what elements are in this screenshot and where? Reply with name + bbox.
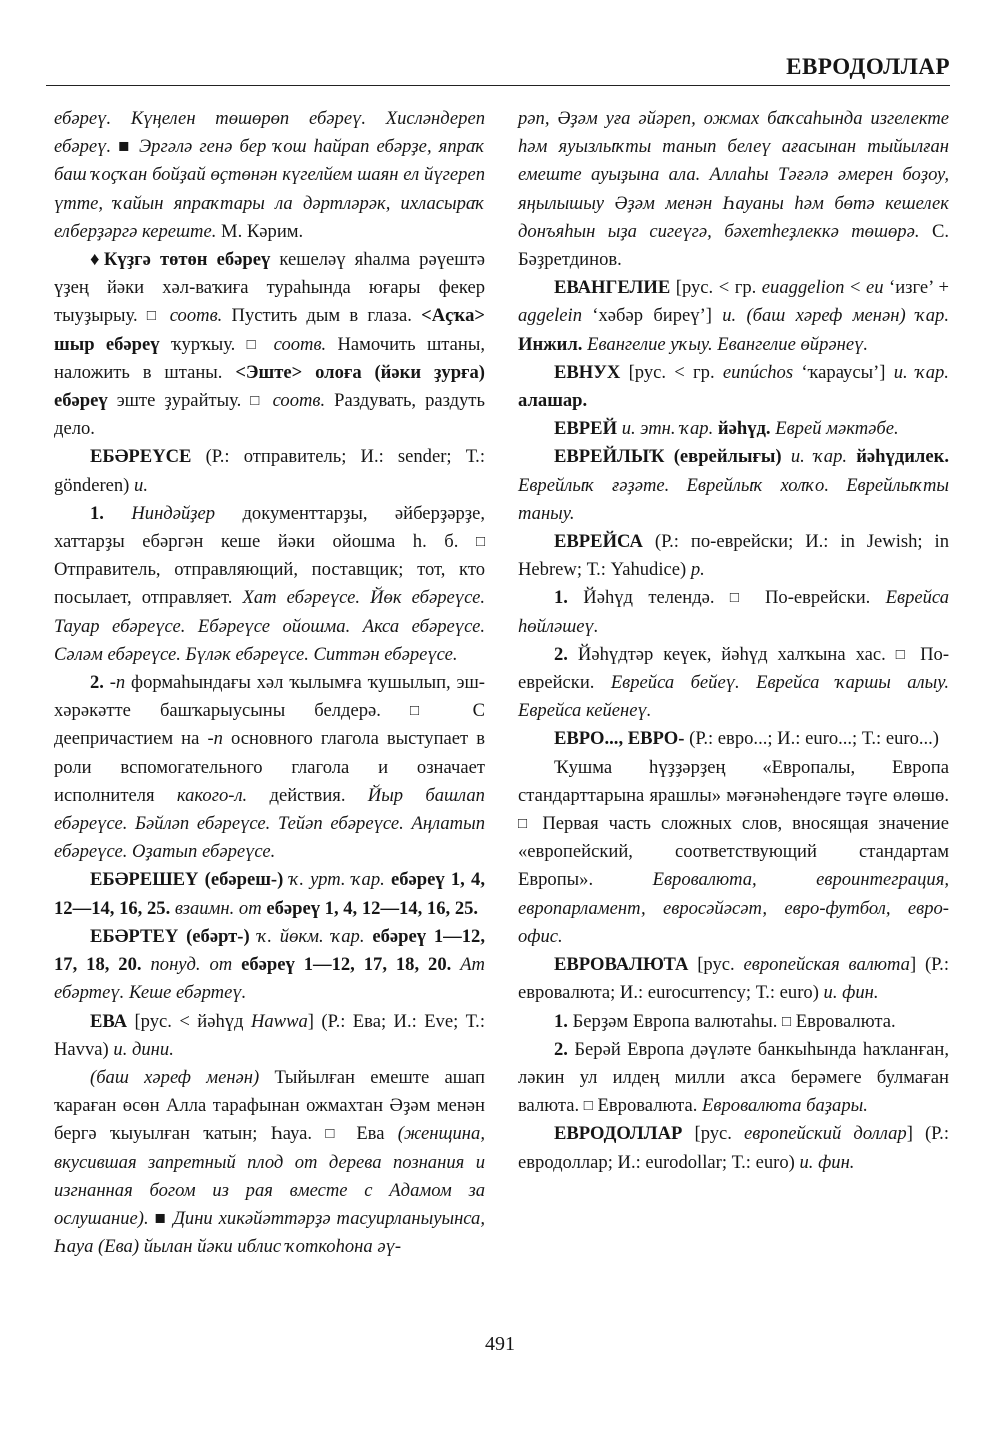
usage-note: (баш хәреф менән) — [90, 1066, 260, 1088]
headword: ЕБӘРЕШЕҮ (ебәреш-) — [90, 869, 284, 891]
part-of-speech: и. этн. ҡар. — [621, 418, 714, 440]
left-column — [54, 105, 485, 1261]
translation-italic: (женщина, вкусившая запретный плод от дерева познания и изгнанная богом из рая вместе с Адамом за ослушание). — [54, 1123, 485, 1229]
etymology: ‘изге’ + — [889, 277, 949, 299]
part-of-speech: и. ҡар. — [893, 361, 949, 383]
cross-reference: Инжил. — [518, 333, 583, 355]
entry-evangelie — [518, 274, 949, 359]
etymology: [рус. < гр. — [675, 277, 757, 299]
sense-1 — [518, 584, 949, 640]
cross-reference: ебәреү 1—12, 17, 18, 20. — [241, 954, 452, 976]
sense-number: 1. — [554, 1010, 568, 1032]
sense-2 — [518, 1036, 949, 1121]
suffix-marker: -п — [207, 728, 223, 750]
entry-eva-definition — [54, 1064, 485, 1261]
part-of-speech: и. — [722, 305, 737, 327]
example-text: Йыр башлап ебәреүсе. Бәйләп ебәреүсе. Тейәп ебәреүсе. Аңлатып ебәреүсе. Оҙатып ебәреүсе. — [54, 784, 485, 863]
part-of-speech: р. — [690, 559, 705, 581]
entry-evreysa — [518, 528, 949, 584]
example-text: Евровалюта баҙары. — [702, 1095, 868, 1117]
etymology-source: euaggelion — [761, 277, 845, 299]
example-text: ебәреү. Күңелен төшөрөп ебәреү. Хисләндереп ебәреү. — [54, 108, 485, 158]
idiom-definition: эште ҙурайтыу. — [116, 390, 242, 412]
headword: ЕВРОВАЛЮТА — [554, 954, 689, 976]
etymology: ] (Р.: евровалюта; И.: eurocurrency; Т.: euro) — [518, 954, 949, 1004]
entry-evro-prefix — [518, 725, 949, 753]
etymology-source: европейская валюта — [743, 954, 910, 976]
translation: С деепричастием на — [54, 700, 486, 750]
part-of-speech: и. фин. — [823, 982, 879, 1004]
entry-ebaresheu — [54, 866, 485, 922]
definition: Берәй Европа дәүләте банкыһында һаҡланған, ләкин ул илдең милли аҡса берәмеге булмаған валюта. — [518, 1038, 949, 1117]
usage-tag: понуд. от — [150, 954, 233, 976]
etymology: [рус. < йәһүд — [134, 1010, 244, 1032]
running-head: ЕВРОДОЛЛАР — [786, 54, 950, 79]
example-text: Эргәлә генә бер ҡош һайрап ебәрҙе, япраҡ баш ҡоҫҡан бойҙай өҫтөнән күгелйем шаян ел йүгереп үтте, ҡайын япраҡтары ла дәртләрәк, ихласыраҡ елберҙәргә кереште. — [54, 136, 486, 242]
box-marker: □ — [729, 590, 750, 607]
translation: Евровалюта. — [597, 1095, 698, 1117]
usage-note: (баш хәреф менән) ҡар. — [746, 305, 949, 327]
entry-continuation — [518, 105, 949, 274]
headword: ЕБӘРЕҮСЕ — [90, 446, 192, 468]
usage-tag: соотв. — [272, 390, 326, 412]
headword: ЕВРЕЙЛЫҠ (еврейлығы) — [554, 446, 782, 468]
idiom-definition: ҡурҡыу. — [170, 333, 236, 355]
example-text: рәп, Әҙәм уға әйәреп, ожмах баҡсаһында изгелекте һәм яуызлыҡты танып белеү ағасынан тыйылған емеште ауыҙына ала. Аллаһы Тәғәлә әмерен боҙоу, яңылышыу Әҙәм менән Һауаны һәм бөтә кешелек донъяһын ыҙа сигеүгә, бәхетһеҙлеккә төшөрә. — [518, 108, 949, 242]
box-marker: □ — [782, 1013, 792, 1030]
entry-evrodollar — [518, 1120, 949, 1176]
part-of-speech: ҡ. йөкм. ҡар. — [257, 925, 365, 947]
idiom-phrase: Күҙгә төтөн ебәреү — [103, 249, 271, 271]
sense-number: 2. — [90, 672, 104, 694]
box-marker: □ — [895, 646, 911, 663]
example-source: М. Кәрим. — [221, 220, 304, 242]
example-text: Еврей мәктәбе. — [775, 418, 899, 440]
headword: ЕВРОДОЛЛАР — [554, 1123, 683, 1145]
example-text: Еврейса бейеү. Еврейса ҡаршы алыу. Еврейса кейенеү. — [518, 672, 949, 722]
box-marker: □ — [325, 1126, 344, 1143]
square-marker: ■ — [154, 1207, 168, 1229]
usage-tag: соотв. — [273, 333, 327, 355]
translation-italic: какого-л. — [176, 784, 248, 806]
definition: Тыйылған емеште ашап ҡараған өсөн Алла тарафынан ожмахтан Әҙәм менән бергә ҡыуылған ҡатын; Һауа. — [54, 1066, 485, 1145]
sense-2 — [518, 641, 949, 726]
idiom-definition: кешеләү яһалма рәүештә үҙең йәки хәл-ваҡиға тураһында юғары фекер тыуҙырыу. — [54, 249, 485, 327]
etymology: ‘хәбәр биреү’] — [592, 305, 712, 327]
sense-number: 1. — [554, 587, 568, 609]
square-marker: ■ — [118, 136, 132, 158]
usage-tag: взаимн. от — [174, 897, 262, 919]
etymology-source: европейский доллар — [744, 1123, 907, 1145]
entry-evrey — [518, 415, 949, 443]
cross-reference: ебәреү 1, 4, 12—14, 16, 25. — [266, 897, 479, 919]
etymology: ‘ҡараусы’] — [801, 361, 886, 383]
box-marker: □ — [246, 336, 263, 353]
headword: ЕВНУХ — [554, 361, 621, 383]
translation: Пустить дым в глаза. — [231, 305, 412, 327]
entry-evro-definition — [518, 754, 949, 951]
diamond-marker: ♦ — [90, 249, 104, 271]
sense-number: 2. — [554, 643, 568, 665]
entry-ebareuse — [54, 443, 485, 499]
example-text: Дини хикәйәттәрҙә тасуирланыуынса, Һауа (Ева) йылан йәки иблис ҡоткоһона әү- — [54, 1207, 486, 1258]
cross-reference: йәһүд. — [717, 418, 771, 440]
equivalents: (Р.: евро...; И.: euro...; Т.: euro...) — [689, 728, 940, 750]
example-text: Еврейлыҡ ғәҙәте. Еврейлыҡ холҡо. Еврейлыҡты таныу. — [518, 474, 949, 524]
translation: действия. — [269, 784, 346, 806]
headword: ЕВА — [90, 1010, 128, 1032]
translation: По-еврейски. — [518, 643, 950, 694]
page-number: 491 — [485, 1333, 515, 1355]
etymology-source: eu — [865, 277, 884, 299]
definition: Берҙәм Европа валютаһы. — [572, 1010, 778, 1032]
headword: ЕВАНГЕЛИЕ — [554, 277, 671, 299]
example-source: С. Бәҙретдинов. — [518, 220, 950, 271]
definition: Ҡушма һүҙҙәрҙең «Европалы, Европа стандарттарына ярашлы» мәғәнәһендәге тәүге өлөшө. — [518, 756, 949, 806]
part-of-speech: и. — [134, 474, 148, 496]
example-text: Евровалюта, евроинтеграция, европарламент, евросәйәсәт, евро-футбол, евро-офис. — [518, 869, 949, 947]
box-marker: □ — [410, 703, 444, 720]
translation: Ева — [356, 1123, 385, 1145]
equivalents: (Р.: по-еврейски; И.: in Jewish; in Hebrew; Т.: Yahudice) — [518, 531, 949, 581]
part-of-speech: и. фин. — [799, 1151, 855, 1173]
example-text: Ат ебәртеү. Кеше ебәртеү. — [54, 954, 485, 1004]
cross-reference: ебәреү 1—12, 17, 18, 20. — [54, 925, 485, 976]
etymology: ] (Р.: Ева; И.: Eve; Т.: Havva) — [54, 1010, 485, 1060]
etymology: [рус. — [694, 1123, 732, 1145]
headword: ЕВРЕЙ — [554, 418, 618, 440]
sense-1 — [54, 500, 485, 669]
page-header — [46, 46, 950, 86]
box-marker: □ — [583, 1098, 593, 1115]
equivalents: (Р.: отправитель; И.: sender; Т.: gönderen) — [54, 446, 486, 496]
idiom-block — [54, 246, 485, 443]
sense-1 — [518, 1008, 949, 1036]
headword: ЕВРО..., ЕВРО- — [554, 728, 685, 750]
translation: Евровалюта. — [795, 1010, 896, 1032]
part-of-speech: и. ҡар. — [790, 446, 848, 468]
idiom-phrase: <Эште> олоға (йәки ҙурға) ебәреү — [54, 361, 485, 412]
entry-continuation — [54, 105, 485, 246]
header-rule — [46, 85, 950, 86]
part-of-speech: и. дини. — [113, 1038, 174, 1060]
definition: Йәһүд телендә. — [583, 587, 715, 609]
headword: ЕБӘРТЕҮ (ебәрт-) — [90, 925, 250, 947]
entry-evreylyk — [518, 443, 949, 528]
example-text: Еврейса һөйләшеү. — [518, 587, 949, 637]
etymology-source: Hawwa — [250, 1010, 308, 1032]
translation: По-еврейски. — [764, 587, 871, 609]
entry-evrovalyuta — [518, 951, 949, 1007]
sense-number: 1. — [90, 502, 104, 524]
idiom-phrase: <Аҫҡа> шыр ебәреү — [54, 305, 485, 355]
cross-reference: ебәреү 1, 4, 12—14, 16, 25. — [54, 869, 485, 919]
entry-eva — [54, 1008, 485, 1064]
box-marker: □ — [518, 816, 533, 833]
box-marker: □ — [146, 308, 161, 325]
etymology-source: eunúchos — [722, 361, 794, 383]
headword: ЕВРЕЙСА — [554, 531, 643, 553]
cross-reference: алашар. — [518, 390, 588, 412]
example-text: Хат ебәреүсе. Йөк ебәреүсе. Тауар ебәреүсе. Ебәреүсе ойошма. Акса ебәреүсе. Сәләм ебәреүсе. Бүләк ебәреүсе. Ситтән ебәреүсе. — [54, 587, 485, 665]
right-column — [518, 105, 949, 1177]
translation: Отправитель, отправляющий, поставщик; тот, кто посылает, отправляет. — [54, 559, 485, 609]
etymology: ] (Р.: евродоллар; И.: eurodollar; Т.: euro) — [518, 1123, 949, 1173]
definition: документтарҙы, әйберҙәрҙе, хаттарҙы ебәргән кеше йәки ойошма һ. б. — [54, 502, 486, 553]
cross-reference: йәһүдилек. — [856, 446, 949, 468]
translation: Намочить штаны, наложить в штаны. — [54, 333, 485, 383]
entry-evnukh — [518, 359, 949, 415]
etymology-source: aggelein — [518, 305, 583, 327]
etymology: [рус. — [697, 954, 735, 976]
etymology: [рус. < гр. — [628, 361, 715, 383]
example-text: Ниндәйҙер — [131, 502, 216, 524]
translation: основного глагола выступает в роли вспомогательного глагола и означает исполнителя — [54, 728, 486, 806]
sense-number: 2. — [554, 1038, 568, 1060]
example-text: Евангелие уҡыу. Евангелие өйрәнеү. — [587, 333, 869, 355]
suffix-marker: -п — [109, 672, 126, 694]
box-marker: □ — [475, 534, 486, 551]
usage-tag: соотв. — [169, 305, 223, 327]
translation: Раздувать, раздуть дело. — [54, 390, 485, 440]
definition: Йәһүдтәр кеүек, йәһүд халҡына хас. — [577, 643, 886, 665]
translation: Первая часть сложных слов, вносящая значение «европейский, соответствующий стандартам Европы». — [518, 813, 949, 891]
part-of-speech: ҡ. урт. ҡар. — [289, 869, 385, 891]
sense-2 — [54, 669, 485, 866]
definition: формаһындағы хәл ҡылымға ҡушылып, эш-хәрәкәтте башҡарыусыны белдерә. — [54, 672, 485, 722]
etymology: < — [849, 277, 861, 299]
box-marker: □ — [250, 393, 264, 410]
entry-ebarteu — [54, 923, 485, 1008]
